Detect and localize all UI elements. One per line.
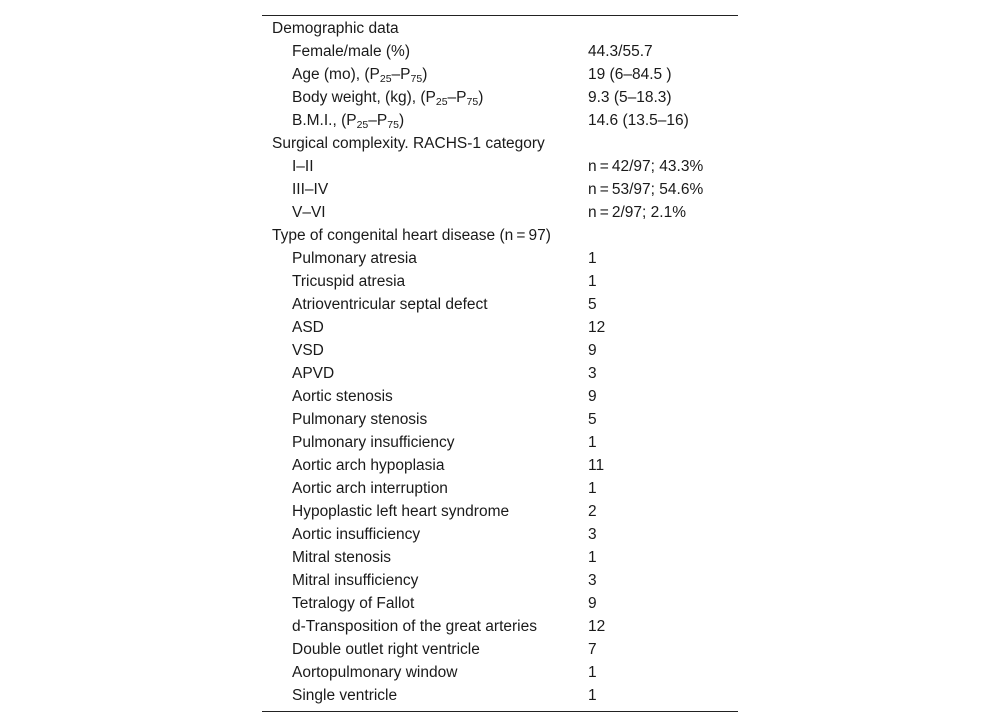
row-value: 9 xyxy=(588,388,597,405)
row-value: 1 xyxy=(588,273,597,290)
table-row xyxy=(262,500,738,523)
row-label: Pulmonary atresia xyxy=(292,250,417,267)
table-row xyxy=(262,615,738,638)
table-row xyxy=(262,270,738,293)
table-row xyxy=(262,63,738,86)
row-label: Pulmonary stenosis xyxy=(292,411,428,428)
table-row xyxy=(262,293,738,316)
row-value: 9.3 (5–18.3) xyxy=(588,89,672,106)
table-row xyxy=(262,431,738,454)
row-value: 1 xyxy=(588,434,597,451)
row-label: Atrioventricular septal defect xyxy=(292,296,488,313)
row-value: n = 2/97; 2.1% xyxy=(588,204,686,221)
row-value: 12 xyxy=(588,618,606,635)
table-row xyxy=(262,339,738,362)
table-row xyxy=(262,592,738,615)
row-value: 5 xyxy=(588,411,597,428)
row-value: n = 53/97; 54.6% xyxy=(588,181,704,198)
table-row xyxy=(262,109,738,132)
row-value: 5 xyxy=(588,296,597,313)
row-value: n = 42/97; 43.3% xyxy=(588,158,704,175)
section-header-label: Surgical complexity. RACHS-1 category xyxy=(272,135,545,152)
table-row xyxy=(262,569,738,592)
row-label: Aortic arch interruption xyxy=(292,480,448,497)
row-label: Hypoplastic left heart syndrome xyxy=(292,503,510,520)
table-row xyxy=(262,155,738,178)
row-value: 1 xyxy=(588,480,597,497)
section-header-row xyxy=(262,132,738,155)
table-row xyxy=(262,178,738,201)
row-value: 12 xyxy=(588,319,606,336)
section-header-label: Demographic data xyxy=(272,20,399,37)
section-header-label: Type of congenital heart disease (n = 97) xyxy=(272,227,551,244)
row-value: 44.3/55.7 xyxy=(588,43,653,60)
row-value: 19 (6–84.5 ) xyxy=(588,66,672,83)
table-row xyxy=(262,523,738,546)
table-row xyxy=(262,684,738,707)
row-value: 1 xyxy=(588,687,597,704)
row-label: Mitral stenosis xyxy=(292,549,392,566)
row-label: VSD xyxy=(292,342,324,359)
row-value: 3 xyxy=(588,526,597,543)
table-row xyxy=(262,40,738,63)
section-header-row xyxy=(262,224,738,247)
row-label: Double outlet right ventricle xyxy=(292,641,480,658)
row-label: Single ventricle xyxy=(292,687,398,704)
row-label: Aortic arch hypoplasia xyxy=(292,457,445,474)
row-value: 9 xyxy=(588,595,597,612)
row-label: I–II xyxy=(292,158,314,175)
row-label: Age (mo), $(P_{25}-P_{75})$ xyxy=(292,66,428,85)
section-header-row xyxy=(262,17,738,40)
row-value: 3 xyxy=(588,365,597,382)
row-label: Aortopulmonary window xyxy=(292,664,458,681)
row-value: 9 xyxy=(588,342,597,359)
row-label: Body weight, (kg), $(P_{25}-P_{75})$ xyxy=(292,89,484,108)
row-label: B.M.I., $(P_{25}-P_{75})$ xyxy=(292,112,405,131)
row-label: Tricuspid atresia xyxy=(292,273,406,290)
table-row xyxy=(262,477,738,500)
table-row xyxy=(262,362,738,385)
row-value: 1 xyxy=(588,664,597,681)
row-label: Pulmonary insufficiency xyxy=(292,434,455,451)
table-row xyxy=(262,385,738,408)
table-row xyxy=(262,454,738,477)
table-row xyxy=(262,638,738,661)
table-row xyxy=(262,661,738,684)
table-row xyxy=(262,201,738,224)
row-value: 11 xyxy=(588,457,605,474)
row-label: APVD xyxy=(292,365,335,382)
row-label: III–IV xyxy=(292,181,329,198)
row-label: Aortic insufficiency xyxy=(292,526,421,543)
row-value: 1 xyxy=(588,549,597,566)
row-value: 14.6 (13.5–16) xyxy=(588,112,689,129)
table-row xyxy=(262,247,738,270)
data-table xyxy=(262,15,738,712)
table-row xyxy=(262,408,738,431)
row-value: 2 xyxy=(588,503,597,520)
table-row xyxy=(262,546,738,569)
row-label: V–VI xyxy=(292,204,326,221)
row-value: 3 xyxy=(588,572,597,589)
row-label: Mitral insufficiency xyxy=(292,572,419,589)
row-label: Female/male (%) xyxy=(292,43,410,60)
table-row xyxy=(262,86,738,109)
row-label: ASD xyxy=(292,319,324,336)
row-label: Tetralogy of Fallot xyxy=(292,595,415,612)
row-label: Aortic stenosis xyxy=(292,388,393,405)
row-label: d-Transposition of the great arteries xyxy=(292,618,537,635)
row-value: 7 xyxy=(588,641,597,658)
row-value: 1 xyxy=(588,250,597,267)
table-row xyxy=(262,316,738,339)
